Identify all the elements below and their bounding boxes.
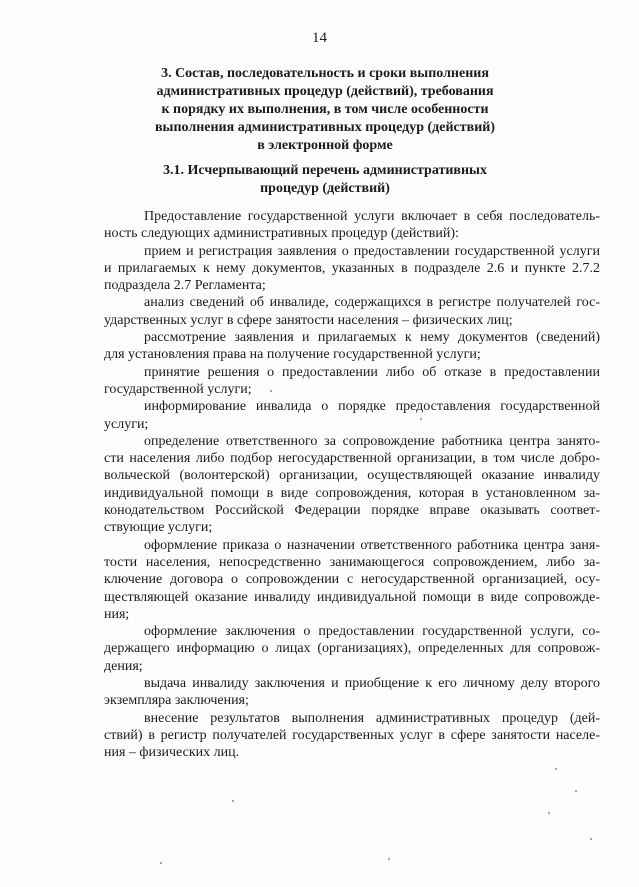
body-text-line: сти населения либо подбор негосударственной организации, в том числе добро-: [104, 451, 600, 467]
body-text-line: анализ сведений об инвалиде, содержащихся в регистре получателей гос-: [144, 295, 600, 311]
section-heading-line: 3. Состав, последовательность и сроки выполнения: [161, 66, 489, 81]
body-text-line: внесение результатов выполнения административных процедур (дей-: [144, 710, 600, 726]
body-text-line: принятие решения о предоставлении либо об отказе в предоставлении: [144, 364, 600, 380]
scan-speck: [270, 390, 272, 392]
body-text-line: экземпляра заключения;: [104, 693, 249, 709]
body-text-line: вольческой (волонтерской) организации, осуществляющей оказание инвалиду: [104, 468, 600, 484]
body-text-line: ключение договора о сопровождении с негосударственной организацией, осу-: [104, 572, 600, 588]
body-text-line: и прилагаемых к нему документов, указанных в подразделе 2.6 и пункте 2.7.2: [104, 260, 600, 276]
body-text-line: подраздела 2.7 Регламента;: [104, 278, 266, 294]
body-text-line: оформление приказа о назначении ответственного работника центра заня-: [144, 537, 600, 553]
scan-speck: [590, 838, 592, 840]
body-text-line: держащего информацию о лицах (организациях), определенных для сопровож-: [104, 641, 600, 657]
body-text-line: конодательством Российской Федерации порядке вправе оказывать соответ-: [104, 503, 600, 519]
section-heading: [140, 65, 510, 155]
body-text-line: индивидуальной помощи в виде сопровождения, которая в установленном за-: [104, 485, 600, 501]
body-text-line: ствующие услуги;: [104, 520, 213, 536]
body-text-line: ния – физических лиц.: [104, 745, 240, 761]
body-text-line: прием и регистрация заявления о предоставлении государственной услуги: [144, 243, 600, 259]
body-text-line: ударственных услуг в сфере занятости населения – физических лиц;: [104, 312, 513, 328]
scan-speck: [160, 862, 162, 864]
scan-speck: [575, 790, 577, 792]
scan-speck: [548, 812, 550, 814]
section-heading-line: выполнения административных процедур (действий): [154, 120, 495, 135]
scan-speck: [420, 418, 422, 420]
scan-speck: [555, 768, 557, 770]
body-text-line: дения;: [104, 658, 143, 674]
body-text-line: информирование инвалида о порядке предоставления государственной: [144, 399, 600, 415]
body-text-line: оформление заключения о предоставлении государственной услуги, со-: [144, 624, 600, 640]
subsection-heading: [160, 162, 490, 198]
page-number: 14: [312, 30, 327, 46]
body-text-line: ность следующих административных процедур (действий):: [104, 226, 459, 242]
body-text-line: государственной услуги;: [104, 381, 252, 397]
section-heading-line: административных процедур (действий), требования: [156, 84, 494, 99]
body-text-line: определение ответственного за сопровождение работника центра занято-: [144, 433, 600, 449]
section-heading-line: в электронной форме: [257, 138, 393, 153]
scan-speck: [232, 800, 234, 802]
body-text-line: выдача инвалиду заключения и приобщение к его личному делу второго: [144, 676, 600, 692]
scan-speck: [388, 858, 390, 860]
body-text-line: Предоставление государственной услуги включает в себя последователь-: [144, 209, 600, 224]
body-text-line: ния;: [104, 606, 130, 622]
body-text-line: для установления права на получение государственной услуги;: [104, 347, 481, 363]
body-text: [104, 208, 600, 762]
body-text-line: рассмотрение заявления и прилагаемых к нему документов (сведений): [144, 330, 600, 346]
body-text-line: ществляющей оказание инвалиду индивидуальной помощи в виде сопровожде-: [104, 589, 600, 605]
body-text-line: тости населения, непосредственно занимающегося сопровождением, либо за-: [104, 554, 600, 570]
body-text-line: ствий) в регистр получателей государственных услуг в сфере занятости населе-: [104, 727, 600, 743]
section-heading-line: к порядку их выполнения, в том числе особенности: [161, 102, 489, 117]
subsection-heading-line: процедур (действий): [260, 181, 390, 196]
subsection-heading-line: 3.1. Исчерпывающий перечень административных: [163, 163, 487, 178]
body-text-line: услуги;: [104, 416, 149, 432]
